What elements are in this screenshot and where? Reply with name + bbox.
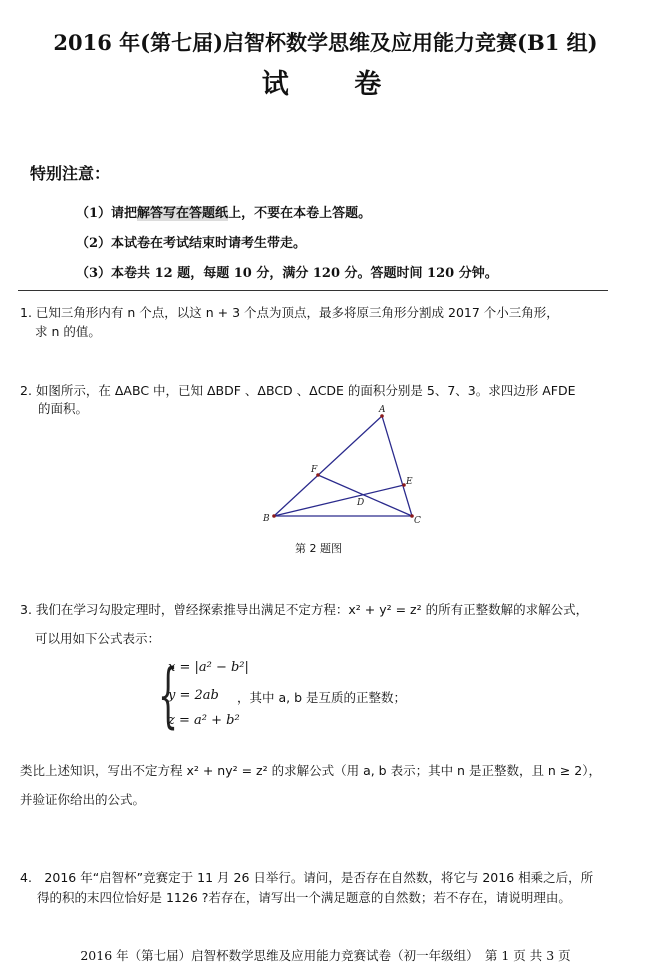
question-3-line-3: 类比上述知识，写出不定方程 x² + ny² = z² 的求解公式（用 a, b 表示；其中 n 是正整数，且 n ≥ 2）， xyxy=(20,763,601,778)
question-2-line-2: 的面积。 xyxy=(38,401,89,416)
equation-brace: { xyxy=(158,654,179,736)
divider xyxy=(18,290,608,291)
label-a: A xyxy=(379,405,386,415)
segment-ab xyxy=(274,416,382,516)
equation-z: z = a² + b² xyxy=(168,713,240,728)
notice-item-2: （2）本试卷在考试结束时请考生带走。 xyxy=(76,236,307,251)
question-4-line-1: 4. 2016 年“启智杯”竞赛定于 11 月 26 日举行。请问，是否存在自然数，将它与 2016 相乘之后，所 xyxy=(20,870,594,885)
segment-cf xyxy=(318,475,412,516)
label-c: C xyxy=(414,516,421,526)
question-2-line-1: 2. 如图所示，在 ΔABC 中，已知 ΔBDF 、ΔBCD 、ΔCDE 的面积分别是 5、7、3。求四边形 AFDE xyxy=(20,383,576,398)
question-3-line-4: 并验证你给出的公式。 xyxy=(20,792,146,807)
question-3-line-1: 3. 我们在学习勾股定理时，曾经探索推导出满足不定方程：x² + y² = z² 的所有正整数解的求解公式， xyxy=(20,602,589,617)
notice-item-1-highlight: 解答写在答题纸 xyxy=(137,206,229,221)
label-f: F xyxy=(311,465,318,475)
notice-heading: 特别注意： xyxy=(30,164,111,183)
page-footer: 2016 年（第七届）启智杯数学思维及应用能力竞赛试卷（初一年级组） 第 1 页 共 3 页 xyxy=(80,948,571,963)
question-4-line-2: 得的积的末四位恰好是 1126 ?若存在，请写出一个满足题意的自然数；若不存在，请说明理由。 xyxy=(37,890,571,905)
question-1-line-2: 求 n 的值。 xyxy=(35,324,101,339)
notice-item-1 xyxy=(76,202,371,221)
page-subtitle: 试 卷 xyxy=(261,69,410,100)
equation-note: ，其中 a, b 是互质的正整数； xyxy=(237,690,406,705)
label-b: B xyxy=(263,514,270,524)
label-e: E xyxy=(406,477,413,487)
label-d: D xyxy=(357,498,365,508)
question-3-line-2: 可以用如下公式表示： xyxy=(35,631,161,646)
notice-item-3: （3）本卷共 12 题，每题 10 分，满分 120 分。答题时间 120 分钟。 xyxy=(76,266,498,281)
notice-item-1-pre: （1）请把 xyxy=(76,206,138,221)
equation-x: x = |a² − b²| xyxy=(168,660,249,675)
figure-caption: 第 2 题图 xyxy=(295,542,342,555)
question-1-line-1: 1. 已知三角形内有 n 个点，以这 n + 3 个点为顶点，最多将原三角形分割成 2017 个小三角形， xyxy=(20,305,559,320)
segment-ac xyxy=(382,416,412,516)
page-title: 2016 年(第七届)启智杯数学思维及应用能力竞赛(B1 组) xyxy=(53,30,598,55)
notice-item-1-post: 上，不要在本卷上答题。 xyxy=(228,206,372,221)
equation-y: y = 2ab xyxy=(168,688,219,703)
triangle-figure xyxy=(255,405,435,535)
point-b xyxy=(272,514,276,518)
segment-be xyxy=(274,485,404,516)
